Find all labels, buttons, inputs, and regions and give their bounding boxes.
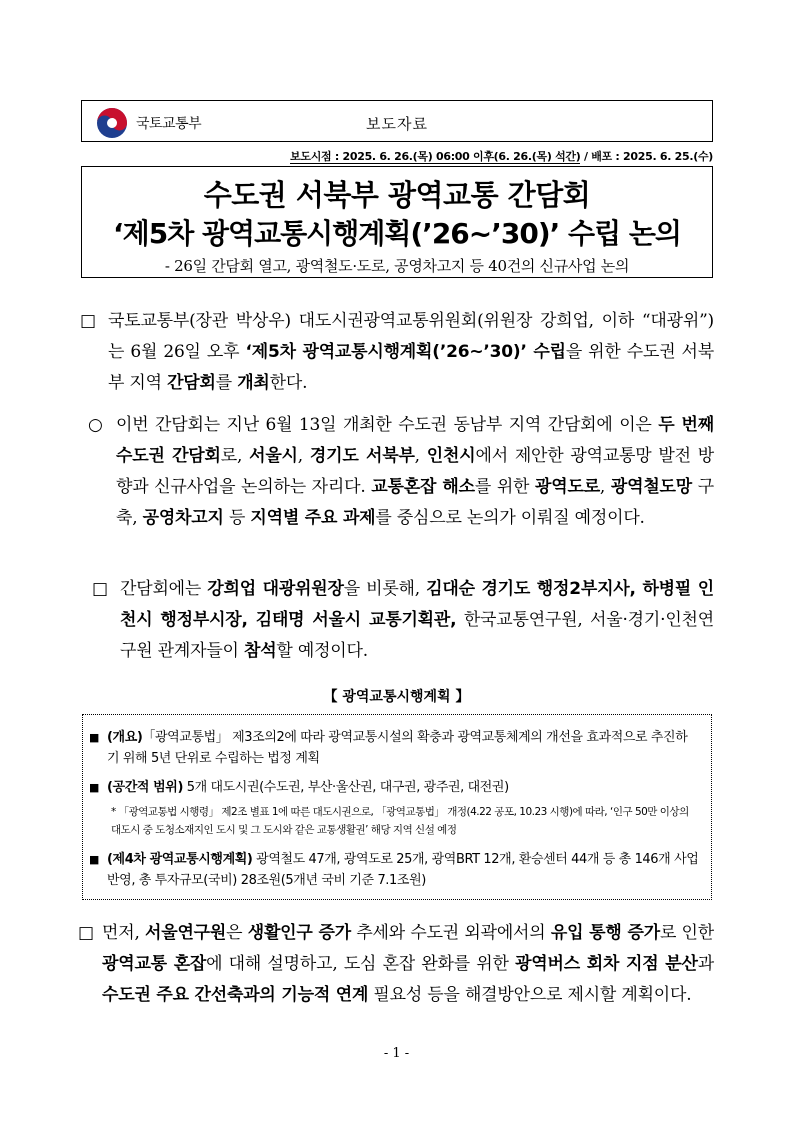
ministry-name: 국토교통부: [136, 116, 202, 132]
square-bullet-icon: ■: [89, 853, 99, 866]
paragraph-4: □ 먼저, 서울연구원은 생활인구 증가 추세와 수도권 외곽에서의 유입 통행 증가로 인한 광역교통 혼잡에 대해 설명하고, 도심 혼잡 완화를 위한 광역버스 회차 지점 분산과 수도권 주요 간선축과의 기능적 연계 필요성 등을 해결방안으로 제시할 계획이다.: [102, 918, 714, 1011]
circle-bullet-icon: ○: [88, 415, 103, 435]
info-item-4th-plan: ■ (제4차 광역교통시행계획) 광역철도 47개, 광역도로 25개, 광역BRT 12개, 환승센터 44개 등 총 146개 사업 반영, 총 투자규모(국비) 28조원(5개년 국비 기준 7.1조원): [107, 849, 699, 891]
box-bullet-icon: □: [92, 579, 108, 599]
paragraph-2: ○ 이번 간담회는 지난 6월 13일 개최한 수도권 동남부 지역 간담회에 이은 두 번째 수도권 간담회로, 서울시, 경기도 서북부, 인천시에서 제안한 광역교통망 발전 방향과 신규사업을 논의하는 자리다. 교통혼잡 해소를 위한 광역도로, 광역철도망 구축, 공영차고지 등 지역별 주요 과제를 중심으로 논의가 이뤄질 예정이다.: [116, 410, 714, 534]
release-info: [81, 148, 713, 164]
square-bullet-icon: ■: [89, 731, 99, 744]
doc-type-label: 보도자료: [366, 115, 428, 133]
header-box: [81, 100, 713, 142]
headline-line-1: 수도권 서북부 광역교통 간담회: [203, 178, 591, 212]
box-bullet-icon: □: [78, 923, 94, 943]
info-item-scope: ■ (공간적 범위) 5개 대도시권(수도권, 부산·울산권, 대구권, 광주권, 대전권): [107, 777, 699, 798]
subtitle: - 26일 간담회 열고, 광역철도·도로, 공영차고지 등 40건의 신규사업 논의: [164, 257, 630, 275]
distribution-date: / 배포 : 2025. 6. 25.(수): [580, 150, 713, 163]
info-box: [82, 714, 712, 900]
headline-line-2: ‘제5차 광역교통시행계획(’26~’30)’ 수립 논의: [113, 217, 681, 250]
square-bullet-icon: ■: [89, 781, 99, 794]
paragraph-3: □ 간담회에는 강희업 대광위원장을 비롯해, 김대순 경기도 행정2부지사, 하병필 인천시 행정부시장, 김태명 서울시 교통기획관, 한국교통연구원, 서울·경기·인천연구원 관계자들이 참석할 예정이다.: [120, 574, 714, 667]
info-footnote: * 「광역교통법 시행령」 제2조 별표 1에 따른 대도시권으로, 「광역교통법」 개정(4.22 공포, 10.23 시행)에 따라, ‘인구 50만 이상의 대도시 중 도청소재지인 도시 및 그 도시와 같은 교통생활권’ 해당 지역 신설 예정: [111, 806, 689, 836]
page-number: - 1 -: [383, 1046, 410, 1061]
embargo-time: 보도시점 : 2025. 6. 26.(목) 06:00 이후(6. 26.(목) 석간): [290, 150, 581, 163]
box-bullet-icon: □: [80, 311, 96, 331]
paragraph-1: □ 국토교통부(장관 박상우) 대도시권광역교통위원회(위원장 강희업, 이하 “대광위”)는 6월 26일 오후 ‘제5차 광역교통시행계획(’26~’30)’ 수립을 위한 수도권 서북부 지역 간담회를 개최한다.: [108, 306, 714, 399]
title-box: [81, 166, 713, 278]
info-box-title: 【 광역교통시행계획 】: [323, 689, 470, 705]
info-item-overview: ■ (개요)「광역교통법」 제3조의2에 따라 광역교통시설의 확충과 광역교통체계의 개선을 효과적으로 추진하기 위해 5년 단위로 수립하는 법정 계획: [107, 727, 699, 769]
